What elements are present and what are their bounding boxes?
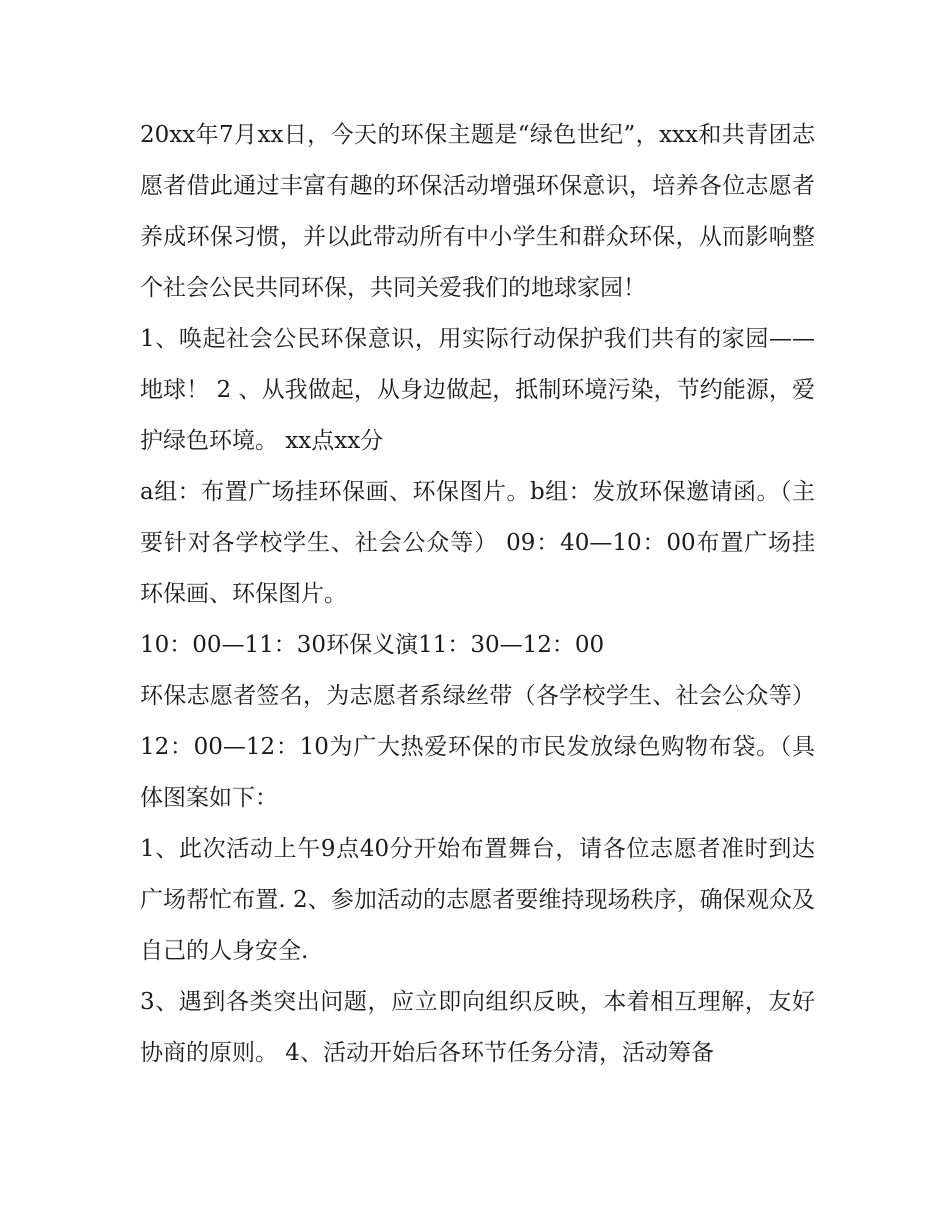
paragraph-notice-1-2: 1、此次活动上午9点40分开始布置舞台，请各位志愿者准时到达广场帮忙布置. 2、参加活动的志愿者要维持现场秩序，确保观众及自己的人身安全. (140, 836, 815, 964)
paragraph-intro: 20xx年7月xx日，今天的环保主题是“绿色世纪”，xxx和共青团志愿者借此通过丰富有趣的环保活动增强环保意识，培养各位志愿者养成环保习惯，并以此带动所有中小学生和群众环保，从而影响整个社会公民共同环保，共同关爱我们的地球家园！ (140, 122, 815, 301)
paragraph-notice-3-4: 3、遇到各类突出问题，应立即向组织反映，本着相互理解，友好协商的原则。 4、活动开始后各环节任务分清，活动筹备 (140, 989, 815, 1066)
paragraph-goals: 1、唤起社会公民环保意识，用实际行动保护我们共有的家园——地球！ 2 、从我做起，从身边做起，抵制环境污染，节约能源，爱护绿色环境。 xx点xx分 (140, 326, 815, 454)
paragraph-groups: a组：布置广场挂环保画、环保图片。b组：发放环保邀请函。（主要针对各学校学生、社会公众等） 09：40—10：00布置广场挂环保画、环保图片。 (140, 479, 815, 607)
document-body (140, 110, 815, 1079)
paragraph-schedule-signing: 环保志愿者签名，为志愿者系绿丝带（各学校学生、社会公众等）12：00—12：10为广大热爱环保的市民发放绿色购物布袋。（具体图案如下： (140, 683, 815, 811)
paragraph-schedule-performance: 10：00—11：30环保义演11：30—12：00 (140, 632, 605, 658)
